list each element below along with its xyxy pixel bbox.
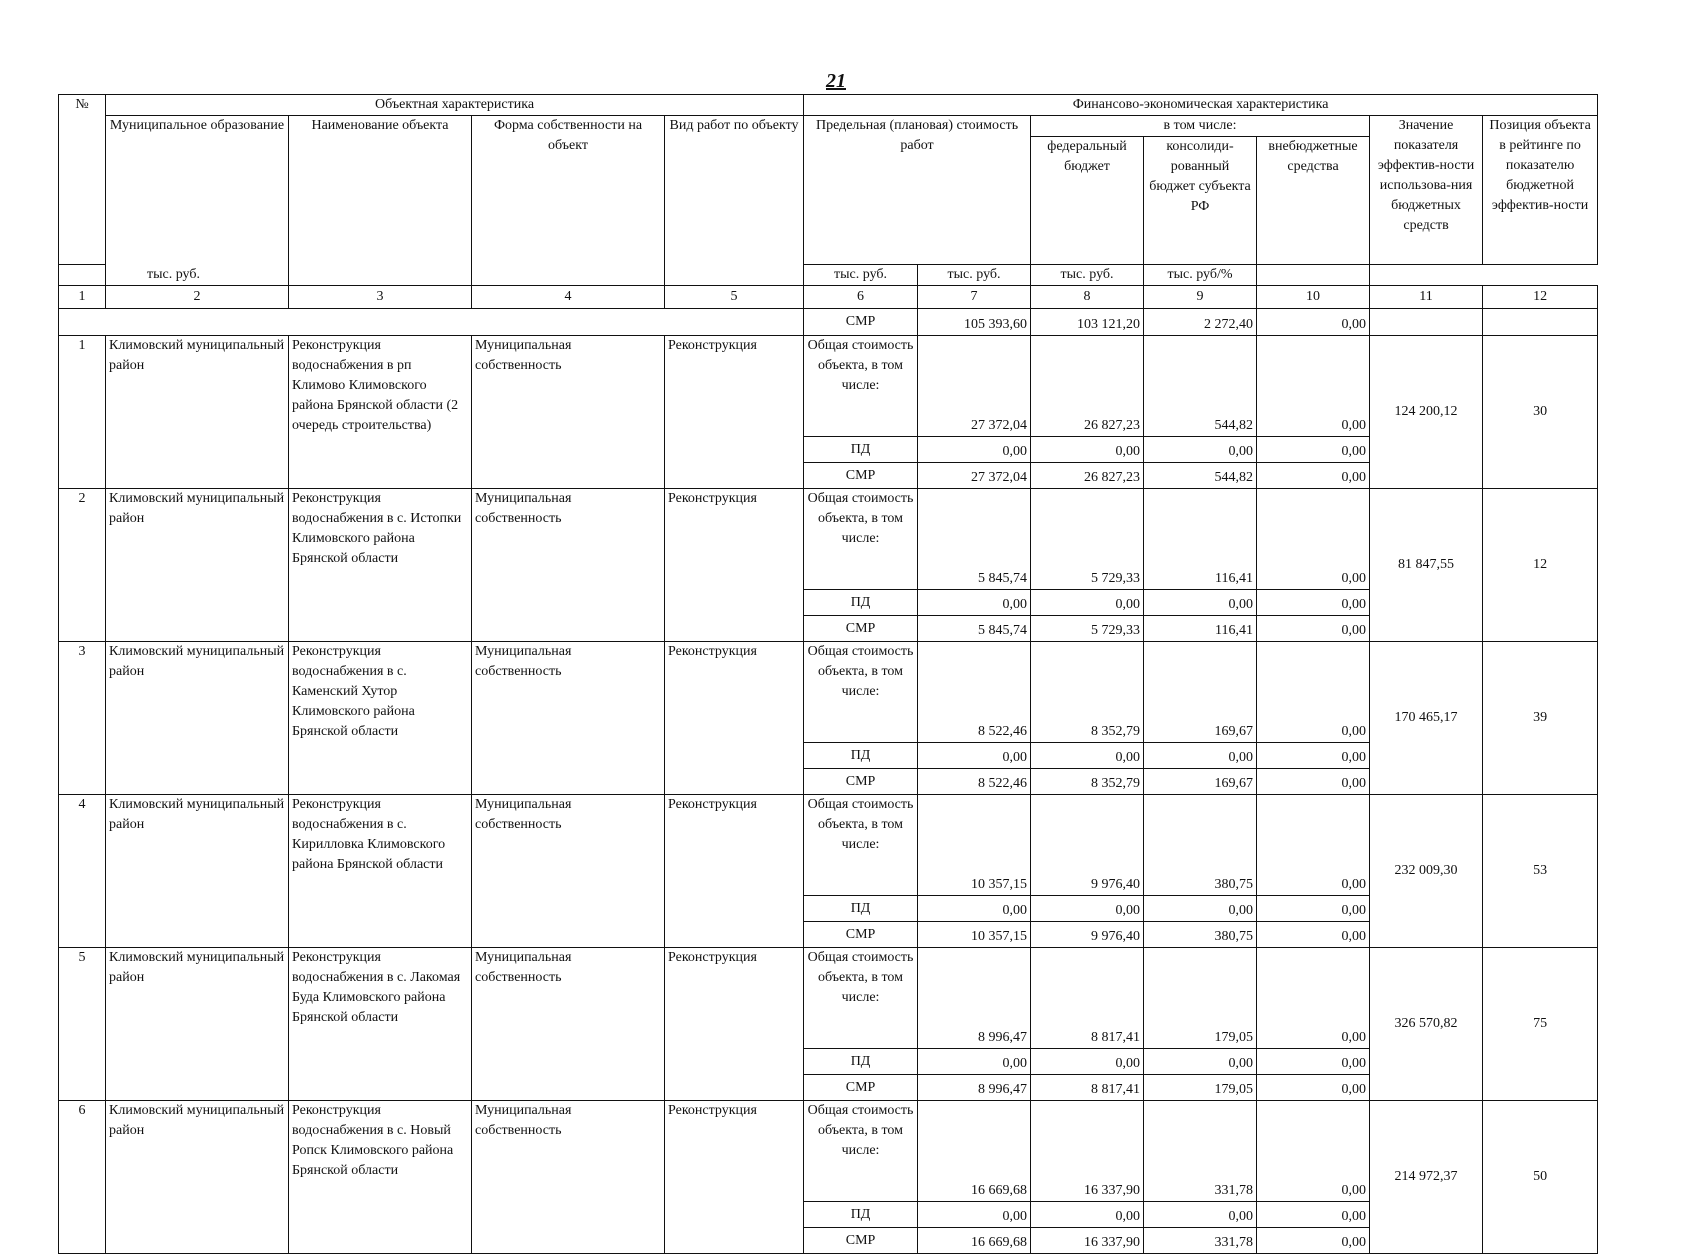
row-pd-federal: 0,00 [1031, 743, 1144, 769]
row-work-type: Реконструкция [665, 489, 804, 642]
row-total-consolidated: 380,75 [1144, 795, 1257, 896]
row-total-label: Общая стоимость объекта, в том числе: [804, 1101, 918, 1202]
row-pd-label: ПД [804, 590, 918, 616]
header-extrabudget: внебюджетные средства [1257, 137, 1370, 265]
row-object-name: Реконструкция водоснабжения в рп Климово Климовского района Брянской области (2 очередь строительства) [289, 336, 472, 489]
total-federal: 103 121,20 [1031, 309, 1144, 336]
row-number: 5 [59, 948, 106, 1101]
row-smr-cost: 8 522,46 [918, 769, 1031, 795]
row-total-cost: 5 845,74 [918, 489, 1031, 590]
header-ownership: Форма собственности на объект [472, 116, 665, 286]
row-total-extrabudget: 0,00 [1257, 336, 1370, 437]
row-pd-consolidated: 0,00 [1144, 437, 1257, 463]
row-smr-consolidated: 116,41 [1144, 616, 1257, 642]
column-number: 4 [472, 286, 665, 309]
row-smr-cost: 10 357,15 [918, 922, 1031, 948]
column-number: 2 [106, 286, 289, 309]
budget-table [58, 94, 1598, 1254]
header-row-2 [59, 116, 1598, 137]
header-planned-cost: Предельная (плановая) стоимость работ [804, 116, 1031, 265]
row-total-federal: 8 817,41 [1031, 948, 1144, 1049]
row-smr-consolidated: 544,82 [1144, 463, 1257, 489]
row-position: 50 [1483, 1101, 1598, 1254]
header-federal: федеральный бюджет [1031, 137, 1144, 265]
total-label: СМР [804, 309, 918, 336]
row-object-name: Реконструкция водоснабжения в с. Истопки Климовского района Брянской области [289, 489, 472, 642]
table-row [59, 336, 1598, 437]
row-position: 75 [1483, 948, 1598, 1101]
unit-federal: тыс. руб. [804, 265, 918, 286]
row-smr-consolidated: 179,05 [1144, 1075, 1257, 1101]
row-total-federal: 16 337,90 [1031, 1101, 1144, 1202]
header-efficiency: Значение показателя эффектив-ности использова-ния бюджетных средств [1370, 116, 1483, 265]
row-smr-federal: 8 817,41 [1031, 1075, 1144, 1101]
row-smr-federal: 26 827,23 [1031, 463, 1144, 489]
row-ownership: Муниципальная собственность [472, 948, 665, 1101]
row-object-name: Реконструкция водоснабжения в с. Лакомая Буда Климовского района Брянской области [289, 948, 472, 1101]
row-pd-federal: 0,00 [1031, 1049, 1144, 1075]
table-row [59, 1101, 1598, 1202]
unit-efficiency: тыс. руб/% [1144, 265, 1257, 286]
row-pd-federal: 0,00 [1031, 590, 1144, 616]
row-total-cost: 16 669,68 [918, 1101, 1031, 1202]
row-pd-cost: 0,00 [918, 743, 1031, 769]
row-total-extrabudget: 0,00 [1257, 489, 1370, 590]
row-total-label: Общая стоимость объекта, в том числе: [804, 336, 918, 437]
header-including: в том числе: [1031, 116, 1370, 137]
row-smr-label: СМР [804, 1228, 918, 1254]
row-pd-federal: 0,00 [1031, 1202, 1144, 1228]
row-efficiency: 326 570,82 [1370, 948, 1483, 1101]
row-position: 30 [1483, 336, 1598, 489]
table-row [59, 642, 1598, 743]
column-number: 9 [1144, 286, 1257, 309]
row-smr-extrabudget: 0,00 [1257, 922, 1370, 948]
row-pd-cost: 0,00 [918, 437, 1031, 463]
row-municipality: Климовский муниципальный район [106, 336, 289, 489]
row-pd-cost: 0,00 [918, 1049, 1031, 1075]
row-smr-extrabudget: 0,00 [1257, 616, 1370, 642]
row-total-label: Общая стоимость объекта, в том числе: [804, 489, 918, 590]
row-smr-cost: 8 996,47 [918, 1075, 1031, 1101]
row-total-extrabudget: 0,00 [1257, 642, 1370, 743]
row-ownership: Муниципальная собственность [472, 642, 665, 795]
unit-extrabudget: тыс. руб. [1031, 265, 1144, 286]
row-smr-extrabudget: 0,00 [1257, 1075, 1370, 1101]
header-no: № [59, 95, 106, 265]
total-extrabudget: 0,00 [1257, 309, 1370, 336]
row-pd-cost: 0,00 [918, 896, 1031, 922]
row-total-cost: 8 522,46 [918, 642, 1031, 743]
row-total-federal: 8 352,79 [1031, 642, 1144, 743]
row-work-type: Реконструкция [665, 948, 804, 1101]
row-pd-extrabudget: 0,00 [1257, 1049, 1370, 1075]
row-total-cost: 8 996,47 [918, 948, 1031, 1049]
row-efficiency: 214 972,37 [1370, 1101, 1483, 1254]
table-row [59, 795, 1598, 896]
row-municipality: Климовский муниципальный район [106, 948, 289, 1101]
row-efficiency: 232 009,30 [1370, 795, 1483, 948]
row-efficiency: 81 847,55 [1370, 489, 1483, 642]
row-total-label: Общая стоимость объекта, в том числе: [804, 642, 918, 743]
table-row [59, 489, 1598, 590]
header-position: Позиция объекта в рейтинге по показателю бюджетной эффектив-ности [1483, 116, 1598, 265]
row-work-type: Реконструкция [665, 336, 804, 489]
row-total-cost: 10 357,15 [918, 795, 1031, 896]
column-number: 3 [289, 286, 472, 309]
row-smr-consolidated: 169,67 [1144, 769, 1257, 795]
unit-position [1257, 265, 1370, 286]
header-municipality: Муниципальное образование [106, 116, 289, 286]
row-municipality: Климовский муниципальный район [106, 1101, 289, 1254]
row-smr-label: СМР [804, 1075, 918, 1101]
table-row [59, 948, 1598, 1049]
row-smr-federal: 8 352,79 [1031, 769, 1144, 795]
row-position: 53 [1483, 795, 1598, 948]
row-total-label: Общая стоимость объекта, в том числе: [804, 948, 918, 1049]
row-smr-consolidated: 380,75 [1144, 922, 1257, 948]
page-number: 21 [826, 70, 846, 92]
row-pd-consolidated: 0,00 [1144, 1202, 1257, 1228]
row-smr-cost: 5 845,74 [918, 616, 1031, 642]
row-object-name: Реконструкция водоснабжения в с. Кирилловка Климовского района Брянской области [289, 795, 472, 948]
row-pd-cost: 0,00 [918, 1202, 1031, 1228]
total-consolidated: 2 272,40 [1144, 309, 1257, 336]
row-total-label: Общая стоимость объекта, в том числе: [804, 795, 918, 896]
row-pd-label: ПД [804, 437, 918, 463]
row-total-federal: 9 976,40 [1031, 795, 1144, 896]
row-position: 39 [1483, 642, 1598, 795]
column-number: 10 [1257, 286, 1370, 309]
row-total-consolidated: 331,78 [1144, 1101, 1257, 1202]
unit-consolidated: тыс. руб. [918, 265, 1031, 286]
row-pd-extrabudget: 0,00 [1257, 896, 1370, 922]
row-pd-federal: 0,00 [1031, 896, 1144, 922]
row-number: 4 [59, 795, 106, 948]
row-ownership: Муниципальная собственность [472, 489, 665, 642]
row-pd-extrabudget: 0,00 [1257, 590, 1370, 616]
column-number: 8 [1031, 286, 1144, 309]
row-smr-label: СМР [804, 769, 918, 795]
row-ownership: Муниципальная собственность [472, 336, 665, 489]
column-number: 12 [1483, 286, 1598, 309]
row-number: 1 [59, 336, 106, 489]
row-total-federal: 26 827,23 [1031, 336, 1144, 437]
header-object-group: Объектная характеристика [106, 95, 804, 116]
row-work-type: Реконструкция [665, 1101, 804, 1254]
row-total-federal: 5 729,33 [1031, 489, 1144, 590]
row-smr-cost: 27 372,04 [918, 463, 1031, 489]
total-efficiency-blank [1370, 309, 1483, 336]
column-number: 1 [59, 286, 106, 309]
row-number: 2 [59, 489, 106, 642]
row-work-type: Реконструкция [665, 795, 804, 948]
row-smr-federal: 9 976,40 [1031, 922, 1144, 948]
row-total-extrabudget: 0,00 [1257, 795, 1370, 896]
unit-cost: тыс. руб. [59, 265, 289, 286]
row-object-name: Реконструкция водоснабжения в с. Новый Ропск Климовского района Брянской области [289, 1101, 472, 1254]
column-number: 7 [918, 286, 1031, 309]
row-number: 6 [59, 1101, 106, 1254]
row-pd-extrabudget: 0,00 [1257, 1202, 1370, 1228]
row-smr-extrabudget: 0,00 [1257, 769, 1370, 795]
row-smr-cost: 16 669,68 [918, 1228, 1031, 1254]
total-row-blank [59, 309, 804, 336]
row-smr-extrabudget: 0,00 [1257, 463, 1370, 489]
row-total-consolidated: 544,82 [1144, 336, 1257, 437]
row-total-consolidated: 169,67 [1144, 642, 1257, 743]
row-pd-consolidated: 0,00 [1144, 743, 1257, 769]
row-total-cost: 27 372,04 [918, 336, 1031, 437]
header-finance-group: Финансово-экономическая характеристика [804, 95, 1598, 116]
row-ownership: Муниципальная собственность [472, 1101, 665, 1254]
header-consolidated: консолиди-рованный бюджет субъекта РФ [1144, 137, 1257, 265]
row-total-extrabudget: 0,00 [1257, 1101, 1370, 1202]
row-pd-consolidated: 0,00 [1144, 896, 1257, 922]
row-ownership: Муниципальная собственность [472, 795, 665, 948]
column-number: 6 [804, 286, 918, 309]
row-municipality: Климовский муниципальный район [106, 795, 289, 948]
row-total-extrabudget: 0,00 [1257, 948, 1370, 1049]
row-total-consolidated: 179,05 [1144, 948, 1257, 1049]
row-pd-label: ПД [804, 1202, 918, 1228]
row-pd-extrabudget: 0,00 [1257, 743, 1370, 769]
column-numbers-row [59, 286, 1598, 309]
row-efficiency: 124 200,12 [1370, 336, 1483, 489]
row-smr-label: СМР [804, 463, 918, 489]
row-municipality: Климовский муниципальный район [106, 489, 289, 642]
total-cost: 105 393,60 [918, 309, 1031, 336]
row-position: 12 [1483, 489, 1598, 642]
column-number: 5 [665, 286, 804, 309]
header-object-name: Наименование объекта [289, 116, 472, 286]
row-pd-extrabudget: 0,00 [1257, 437, 1370, 463]
row-smr-extrabudget: 0,00 [1257, 1228, 1370, 1254]
row-pd-federal: 0,00 [1031, 437, 1144, 463]
row-total-consolidated: 116,41 [1144, 489, 1257, 590]
row-smr-federal: 16 337,90 [1031, 1228, 1144, 1254]
total-row [59, 309, 1598, 336]
row-pd-label: ПД [804, 1049, 918, 1075]
row-smr-federal: 5 729,33 [1031, 616, 1144, 642]
header-work-type: Вид работ по объекту [665, 116, 804, 286]
row-municipality: Климовский муниципальный район [106, 642, 289, 795]
row-pd-consolidated: 0,00 [1144, 1049, 1257, 1075]
row-pd-label: ПД [804, 896, 918, 922]
row-smr-consolidated: 331,78 [1144, 1228, 1257, 1254]
row-number: 3 [59, 642, 106, 795]
row-pd-label: ПД [804, 743, 918, 769]
row-smr-label: СМР [804, 922, 918, 948]
column-number: 11 [1370, 286, 1483, 309]
row-pd-cost: 0,00 [918, 590, 1031, 616]
row-pd-consolidated: 0,00 [1144, 590, 1257, 616]
total-position-blank [1483, 309, 1598, 336]
row-work-type: Реконструкция [665, 642, 804, 795]
row-object-name: Реконструкция водоснабжения в с. Каменский Хутор Климовского района Брянской области [289, 642, 472, 795]
row-efficiency: 170 465,17 [1370, 642, 1483, 795]
row-smr-label: СМР [804, 616, 918, 642]
header-row-1 [59, 95, 1598, 116]
